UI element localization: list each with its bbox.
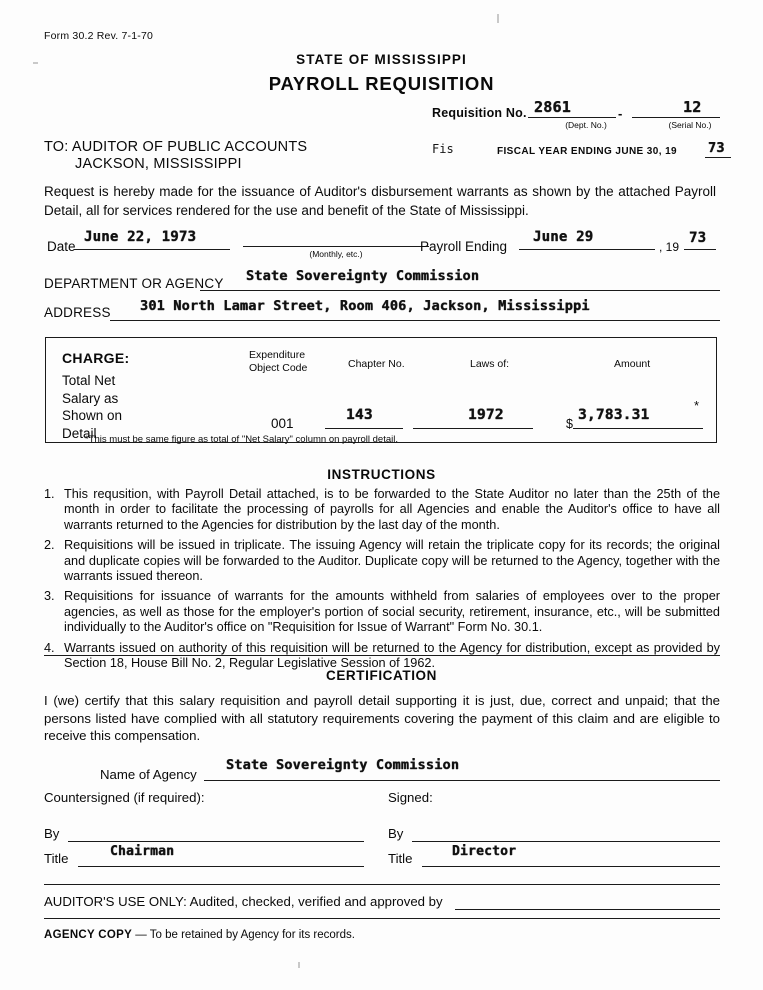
title-right-label: Title — [388, 851, 413, 866]
agency-copy-footer — [44, 929, 355, 941]
agency-copy-rest-text: — To be retained by Agency for its records. — [132, 929, 355, 941]
instruction-item — [44, 589, 720, 635]
charge-col-amount: Amount — [614, 358, 651, 370]
certification-paragraph: I (we) certify that this salary requisition and payroll detail supporting it is just, due, correct and unpaid; that the persons listed have complied with all statutory requirements covering the payment of this claim and are eligible to receive this compensation. — [44, 693, 720, 743]
requisition-dash: - — [618, 106, 623, 121]
payroll-year-value: 73 — [689, 230, 707, 246]
by-right-label: By — [388, 826, 404, 841]
instruction-number: 1. — [44, 487, 55, 501]
address-label: ADDRESS — [44, 305, 111, 320]
page-title: PAYROLL REQUISITION — [268, 73, 495, 94]
fiscal-year-label: FISCAL YEAR ENDING JUNE 30, 19 — [497, 146, 678, 157]
requisition-dept-no-value: 2861 — [534, 98, 571, 116]
section-divider — [44, 918, 720, 919]
section-divider — [44, 655, 720, 656]
instruction-text: Requisitions for issuance of warrants for the amounts withheld from salaries of employees over to the proper agencies, as well as those for the employer's portion of social security, retirement, insurance, etc., will be submitted individually to the Auditor's office on "Requisition for Issue of Warrant" Form No. 30.1. — [64, 589, 720, 635]
instruction-item — [44, 538, 720, 584]
charge-amount-value: 3,783.31 — [578, 407, 650, 423]
payroll-ending-value: June 29 — [533, 229, 594, 245]
charge-title: CHARGE: — [62, 350, 130, 366]
addressee-line-1: TO: AUDITOR OF PUBLIC ACCOUNTS — [44, 139, 308, 155]
scan-speck — [33, 62, 38, 64]
instruction-number: 4. — [44, 640, 55, 655]
agency-copy-bold-text: AGENCY COPY — [44, 929, 133, 941]
by-left-label: By — [44, 826, 60, 841]
auditor-use-only-label: AUDITOR'S USE ONLY: Audited, checked, verified and approved by — [44, 894, 443, 909]
charge-laws-of-value: 1972 — [468, 407, 504, 423]
charge-amount-asterisk: * — [694, 398, 700, 413]
state-heading: STATE OF MISSISSIPPI — [296, 52, 467, 67]
charge-col-expenditure-line-1: Expenditure — [249, 349, 306, 361]
charge-col-expenditure-line-2: Object Code — [249, 361, 308, 374]
charge-dollar-sign: $ — [566, 417, 573, 431]
by-right-rule — [412, 841, 720, 842]
payroll-ending-label: Payroll Ending — [420, 239, 508, 254]
department-label: DEPARTMENT OR AGENCY — [44, 276, 224, 291]
requisition-no-label: Requisition No. — [432, 106, 527, 120]
agency-name-label: Name of Agency — [100, 767, 197, 782]
instruction-text: This requsition, with Payroll Detail attached, is to be forwarded to the State Auditor no later than the 25th of the month in order to facilitate the processing of payrolls for all Agencies and enable the Auditor's office to have all warrants returned to the Agencies for distribution by the last day of the month. — [64, 487, 720, 532]
address-rule — [110, 320, 720, 321]
payroll-year-rule — [684, 249, 716, 250]
monthly-sublabel: (Monthly, etc.) — [309, 249, 363, 259]
department-rule — [200, 290, 720, 291]
address-value: 301 North Lamar Street, Room 406, Jackson, Mississippi — [140, 298, 590, 314]
title-left-rule — [78, 866, 364, 867]
title-left-value: Chairman — [110, 844, 175, 859]
instructions-list — [44, 487, 720, 676]
charge-object-code-value: 001 — [271, 416, 294, 431]
stray-typewriter-mark: Fis — [432, 142, 454, 156]
charge-amount-rule — [573, 428, 703, 429]
title-right-rule — [422, 866, 720, 867]
requisition-serial-no-value: 12 — [683, 98, 702, 116]
instruction-text: Warrants issued on authority of this requisition will be returned to the Agency for distribution, except as provided by Section 18, House Bill No. 2, Regular Legislative Session of 1962. — [64, 640, 720, 671]
instructions-heading: INSTRUCTIONS — [327, 467, 436, 482]
date-value: June 22, 1973 — [84, 229, 197, 245]
charge-row-label — [62, 372, 122, 442]
instruction-number: 3. — [44, 589, 55, 604]
date-rule — [74, 249, 230, 250]
scan-speck — [497, 14, 499, 23]
form-code-label: Form 30.2 Rev. 7-1-70 — [44, 30, 154, 42]
payroll-ending-rule — [519, 249, 655, 250]
instruction-text: Requisitions will be issued in triplicate. The issuing Agency will retain the triplicate copy for its records; the original and duplicate copies will be forwarded to the Auditor. Duplicate copy will be returned to the Agency, together with the warrants issued thereon. — [64, 538, 720, 584]
instruction-item — [44, 487, 720, 533]
charge-col-expenditure-object-code — [249, 349, 307, 374]
charge-chapter-no-rule — [325, 428, 403, 429]
year-prefix-label: , 19 — [659, 240, 680, 254]
charge-row-label-line-1: Total Net — [62, 373, 116, 388]
title-left-label: Title — [44, 851, 69, 866]
charge-chapter-no-value: 143 — [346, 407, 373, 423]
charge-col-laws-of: Laws of: — [470, 358, 510, 370]
charge-row-label-line-2: Salary as — [62, 390, 119, 406]
department-value: State Sovereignty Commission — [246, 268, 480, 284]
instruction-number: 2. — [44, 538, 55, 553]
requisition-serial-no-sublabel: (Serial No.) — [668, 120, 712, 130]
instruction-item — [44, 641, 720, 672]
monthly-rule — [243, 246, 429, 247]
charge-row-label-line-4: Detail — [62, 425, 97, 441]
title-right-value: Director — [452, 844, 517, 859]
agency-name-rule — [204, 780, 720, 781]
requisition-dept-no-sublabel: (Dept. No.) — [565, 120, 607, 130]
requisition-serial-no-rule — [632, 117, 720, 118]
charge-row-label-line-3: Shown on — [62, 408, 123, 423]
charge-footnote: *This must be same figure as total of "Net Salary" column on payroll detail. — [85, 434, 398, 445]
requisition-dept-no-rule — [528, 117, 616, 118]
request-paragraph: Request is hereby made for the issuance of Auditor's disbursement warrants as shown by the attached Payroll Detail, all for services rendered for the use and benefit of the State of Mississippi. — [44, 184, 716, 218]
date-label: Date — [47, 239, 76, 254]
auditor-approved-by-rule — [455, 909, 720, 910]
fiscal-year-rule — [705, 157, 731, 158]
charge-laws-of-rule — [413, 428, 533, 429]
addressee-line-2: JACKSON, MISSISSIPPI — [75, 156, 242, 172]
by-left-rule — [68, 841, 364, 842]
countersigned-label: Countersigned (if required): — [44, 790, 205, 805]
signed-label: Signed: — [388, 790, 433, 805]
fiscal-year-value: 73 — [708, 140, 725, 156]
section-divider — [44, 884, 720, 885]
certification-heading: CERTIFICATION — [325, 668, 438, 683]
agency-name-value: State Sovereignty Commission — [226, 757, 460, 773]
scan-speck — [298, 962, 300, 968]
charge-col-chapter-no: Chapter No. — [348, 358, 405, 370]
